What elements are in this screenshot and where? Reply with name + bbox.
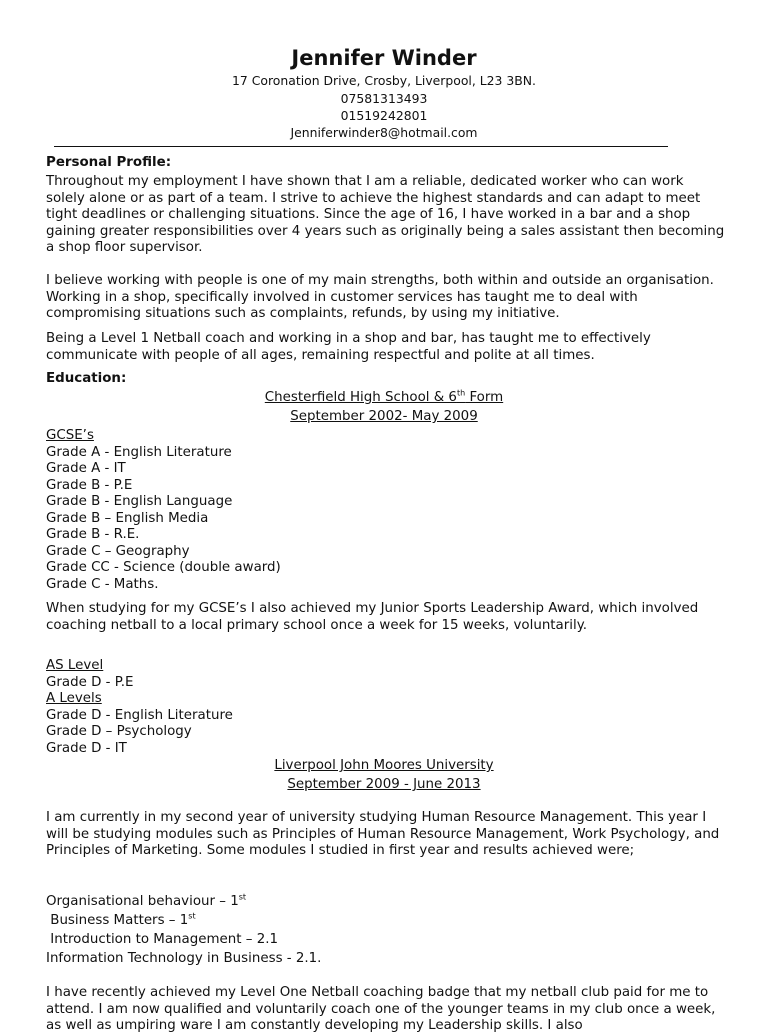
list-item: Business Matters – 1st [46, 911, 196, 928]
list-item: Grade D - English Literature [46, 707, 233, 723]
university-paragraph: I am currently in my second year of university studying Human Resource Management. This year I will be studying modules such as Principles of Human Resource Management, Work Psychology, and Principles of Marketing. Some modules I studied in first year and results achieved were; [46, 810, 720, 858]
school-name: Chesterfield High School & 6th Form [264, 388, 504, 405]
address: 17 Coronation Drive, Crosby, Liverpool, L23 3BN. [232, 73, 536, 88]
header-divider [54, 146, 668, 147]
list-item: Grade D - P.E [46, 674, 134, 690]
list-item: Introduction to Management – 2.1 [46, 932, 279, 947]
list-item: Grade D – Psychology [46, 724, 192, 739]
list-item: Grade C - Maths. [46, 576, 159, 592]
list-item: Grade A - IT [46, 461, 126, 476]
netball-paragraph: I have recently achieved my Level One Netball coaching badge that my netball club paid for me to attend. I am now qualified and voluntarily coach one of the younger teams in my club once a week, as well as umpiring ware I am constantly developing my Leadership skills. I also [46, 985, 716, 1033]
modules-list [46, 892, 726, 968]
list-item: Grade B – English Media [46, 510, 209, 526]
resume-name: Jennifer Winder [291, 46, 477, 70]
list-item: Grade B - P.E [46, 477, 133, 493]
education-heading: Education: [46, 371, 127, 386]
university-name: Liverpool John Moores University [274, 758, 494, 773]
university-dates: September 2009 - June 2013 [287, 777, 481, 792]
profile-paragraph-2: I believe working with people is one of my main strengths, both within and outside an organisation. Working in a shop, specifically involved in customer services has taught me to deal with compromising situations such as complaints, refunds, by using my initiative. [46, 273, 714, 321]
a-levels-heading: A Levels [46, 691, 102, 706]
phone-landline: 01519242801 [340, 108, 428, 123]
list-item: Grade C – Geography [46, 543, 190, 559]
profile-paragraph-1: Throughout my employment I have shown that I am a reliable, dedicated worker who can work solely alone or as part of a team. I strive to achieve the highest standards and can adapt to meet tight deadlines or challenging situations. Since the age of 16, I have worked in a bar and a shop gaining greater responsibilities over 4 years such as originally being a sales assistant then becoming a shop floor supervisor. [46, 174, 725, 255]
a-level-section [46, 658, 726, 757]
as-level-heading: AS Level [46, 658, 104, 673]
list-item: Information Technology in Business - 2.1. [46, 951, 322, 966]
gcse-heading: GCSE’s [46, 428, 94, 443]
list-item: Grade CC - Science (double award) [46, 560, 281, 575]
phone-mobile: 07581313493 [340, 91, 428, 106]
gcse-note: When studying for my GCSE’s I also achieved my Junior Sports Leadership Award, which involved coaching netball to a local primary school once a week for 15 weeks, voluntarily. [46, 601, 699, 633]
list-item: Grade B - English Language [46, 494, 233, 509]
list-item: Grade B - R.E. [46, 527, 140, 542]
list-item: Grade D - IT [46, 740, 127, 756]
school-dates: September 2002- May 2009 [290, 409, 478, 424]
list-item: Organisational behaviour – 1st [46, 892, 247, 909]
email: Jenniferwinder8@hotmail.com [290, 125, 478, 140]
list-item: Grade A - English Literature [46, 444, 232, 460]
profile-heading: Personal Profile: [46, 155, 172, 170]
gcse-section [46, 428, 726, 593]
profile-paragraph-3: Being a Level 1 Netball coach and working in a shop and bar, has taught me to effectively communicate with people of all ages, remaining respectful and polite at all times. [46, 331, 651, 363]
